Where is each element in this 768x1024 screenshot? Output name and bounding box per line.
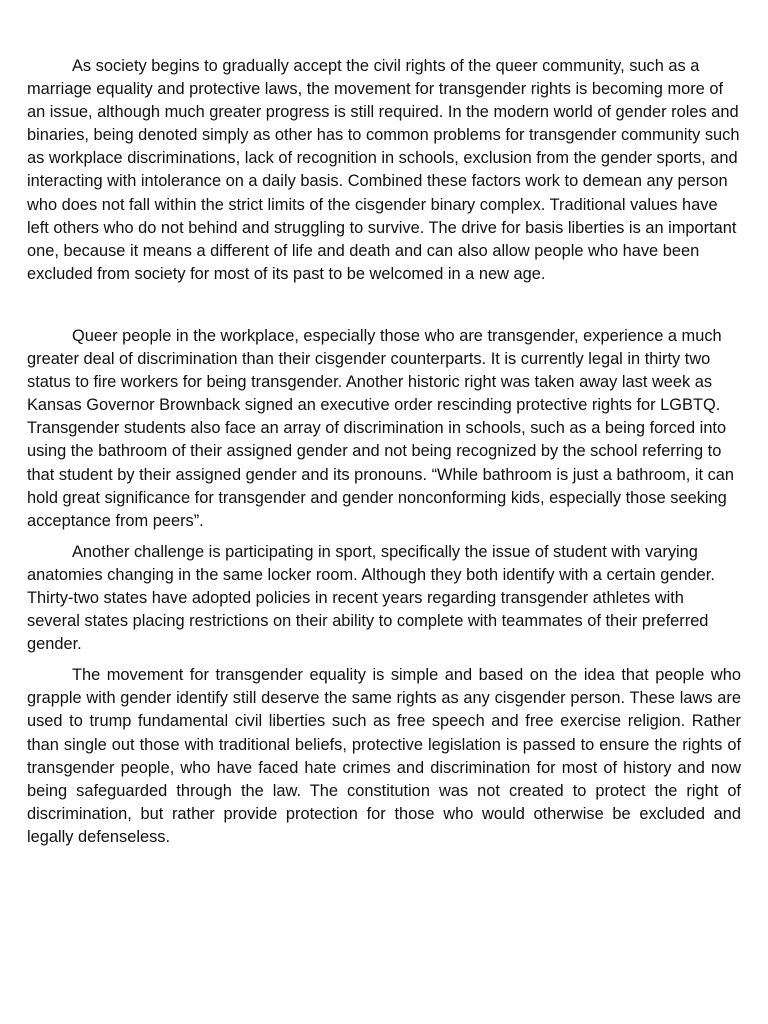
paragraph-sports: Another challenge is participating in sport, specifically the issue of student with varying anatomies changing in the same locker room. Although they both identify with a certain gender. Thirty-two states have adopted policies in recent years regarding transgender athletes with several states placing restrictions on their ability to complete with teammates of their preferred gender. bbox=[27, 542, 715, 654]
document-page bbox=[27, 55, 741, 849]
paragraph-conclusion: The movement for transgender equality is simple and based on the idea that people who grapple with gender identify still deserve the same rights as any cisgender person. These laws are used to trump fundamental civil liberties such as free speech and free exercise religion. Rather than single out those with traditional beliefs, protective legislation is passed to ensure the rights of transgender people, who have faced hate crimes and discrimination for most of history and now being safeguarded through the law. The constitution was not created to protect the right of discrimination, but rather provide protection for those who would otherwise be excluded and legally defenseless. bbox=[27, 666, 741, 846]
paragraph-intro: As society begins to gradually accept the civil rights of the queer community, such as a marriage equality and protective laws, the movement for transgender rights is becoming more of an issue, although much greater progress is still required. In the modern world of gender roles and binaries, being denoted simply as other has to common problems for transgender community such as workplace discriminations, lack of recognition in schools, exclusion from the gender sports, and interacting with intolerance on a daily basis. Combined these factors work to demean any person who does not fall within the strict limits of the cisgender binary complex. Traditional values have left others who do not behind and struggling to survive. The drive for basis liberties is an important one, because it means a different of life and death and can also allow people who have been excluded from society for most of its past to be welcomed in a new age. bbox=[27, 57, 740, 283]
paragraph-workplace: Queer people in the workplace, especially those who are transgender, experience a much greater deal of discrimination than their cisgender counterparts. It is currently legal in thirty two status to fire workers for being transgender. Another historic right was taken away last week as Kansas Governor Brownback signed an executive order rescinding protective rights for LGBTQ. Transgender students also face an array of discrimination in schools, such as a being forced into using the bathroom of their assigned gender and not being recognized by the school referring to that student by their assigned gender and its pronouns. “While bathroom is just a bathroom, it can hold great significance for transgender and gender nonconforming kids, especially those seeking acceptance from peers”. bbox=[27, 326, 735, 530]
